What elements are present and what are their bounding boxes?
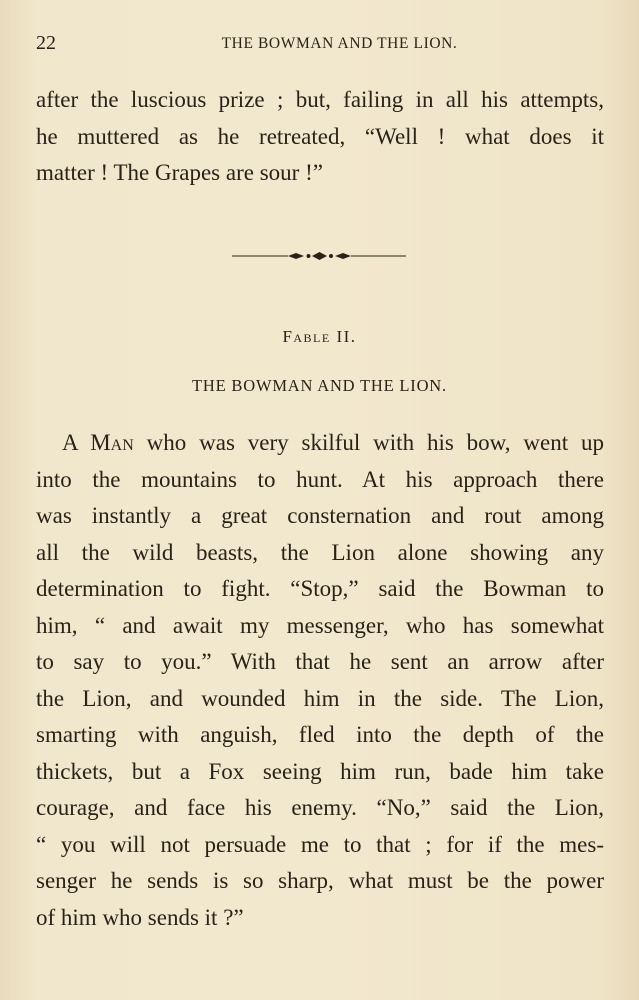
text-line: to say to you.” With that he sent an arrow after	[36, 649, 604, 674]
text-line: courage, and face his enemy. “No,” said the Lion,	[36, 795, 604, 820]
fable-body	[36, 425, 604, 936]
text-line: thickets, but a Fox seeing him run, bade him take	[36, 758, 604, 784]
fable-number: Fable II.	[282, 327, 357, 346]
text-line: matter ! The Grapes are sour !”	[36, 160, 323, 185]
running-head	[36, 32, 603, 58]
first-word: A	[62, 430, 91, 455]
running-title: THE BOWMAN AND THE LION.	[221, 35, 458, 52]
ornament-divider	[0, 248, 639, 264]
text-line-first	[36, 425, 604, 462]
text-line: the Lion, and wounded him in the side. The Lion,	[36, 685, 604, 711]
previous-fable-ending	[36, 82, 604, 192]
text-line: all the wild beasts, the Lion alone showing any	[36, 539, 604, 565]
text-line: determination to fight. “Stop,” said the Bowman to	[36, 576, 604, 601]
text-line: into the mountains to hunt. At his approach there	[36, 466, 604, 492]
small-caps-word: Man	[90, 430, 134, 455]
page-number: 22	[36, 32, 56, 54]
text-line: senger he sends is so sharp, what must be the power	[36, 868, 604, 893]
text-line: after the luscious prize ; but, failing in all his attempts,	[36, 87, 604, 112]
text-line: him, “ and await my messenger, who has somewhat	[36, 612, 604, 638]
text-line: smarting with anguish, fled into the depth of the	[36, 722, 604, 747]
text-line: he muttered as he retreated, “Well ! what does it	[36, 123, 604, 149]
fable-title: THE BOWMAN AND THE LION.	[192, 376, 447, 395]
first-line-rest: who was very skilful with his bow, went up	[133, 430, 604, 455]
text-line: “ you will not persuade me to that ; for if the mes-	[36, 831, 604, 857]
text-line: of him who sends it ?”	[36, 904, 244, 930]
text-line: was instantly a great consternation and rout among	[36, 503, 604, 528]
